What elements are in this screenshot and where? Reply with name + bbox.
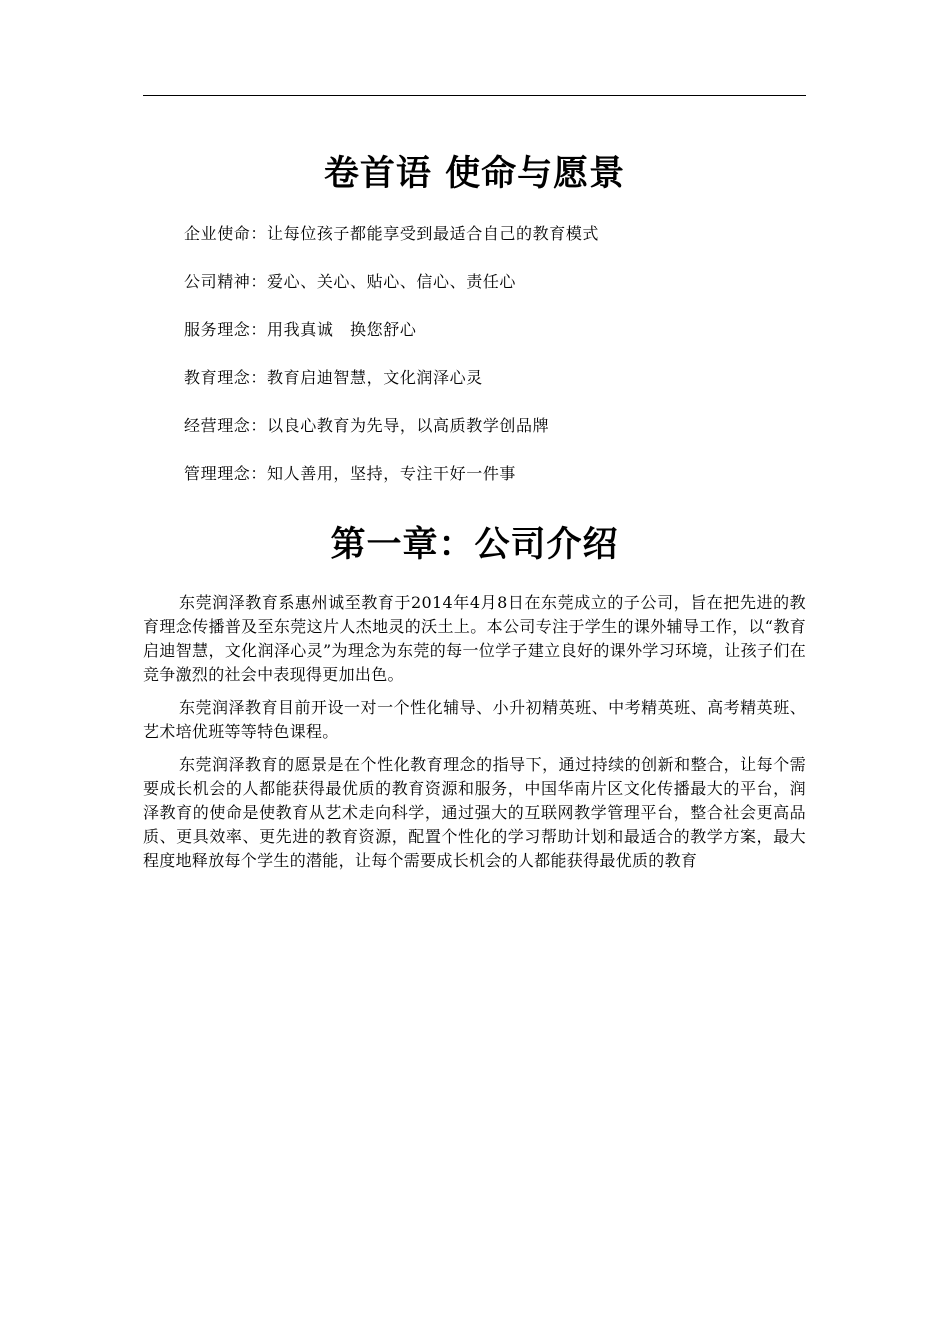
preface-title: 卷首语 使命与愿景 [323,154,626,194]
header-rule [143,95,806,96]
item-label: 教育理念： [184,368,268,387]
list-item [184,270,599,318]
item-label: 公司精神： [184,272,268,291]
chapter-body [143,591,806,882]
list-item [184,318,599,366]
item-text: 以良心教育为先导，以高质教学创品牌 [267,416,550,435]
item-label: 管理理念： [184,464,268,483]
item-text: 知人善用，坚持，专注干好一件事 [267,464,517,483]
paragraph: 东莞润泽教育目前开设一对一个性化辅导、小升初精英班、中考精英班、高考精英班、艺术培优班等等特色课程。 [143,698,806,741]
paragraph: 东莞润泽教育的愿景是在个性化教育理念的指导下，通过持续的创新和整合，让每个需要成长机会的人都能获得最优质的教育资源和服务，中国华南片区文化传播最大的平台，润泽教育的使命是使教育从艺术走向科学，通过强大的互联网教学管理平台，整合社会更高品质、更具效率、更先进的教育资源，配置个性化的学习帮助计划和最适合的教学方案，最大程度地释放每个学生的潜能，让每个需要成长机会的人都能获得最优质的教育 [143,755,806,870]
item-text: 用我真诚 换您舒心 [267,320,417,339]
chapter-title: 第一章：公司介绍 [330,525,619,565]
list-item [184,462,599,510]
paragraph: 东莞润泽教育系惠州诚至教育于2014年4月8日在东莞成立的子公司，旨在把先进的教育理念传播普及至东莞这片人杰地灵的沃土上。本公司专注于学生的课外辅导工作，以“教育启迪智慧，文化润泽心灵”为理念为东莞的每一位学子建立良好的课外学习环境，让孩子们在竞争激烈的社会中表现得更加出色。 [143,593,806,684]
list-item [184,222,599,270]
item-text: 爱心、关心、贴心、信心、责任心 [267,272,517,291]
item-text: 教育启迪智慧，文化润泽心灵 [267,368,483,387]
mission-vision-list [184,222,599,510]
list-item [184,366,599,414]
item-label: 经营理念： [184,416,268,435]
item-label: 企业使命： [184,224,268,243]
list-item [184,414,599,462]
item-text: 让每位孩子都能享受到最适合自己的教育模式 [267,224,600,243]
item-label: 服务理念： [184,320,268,339]
